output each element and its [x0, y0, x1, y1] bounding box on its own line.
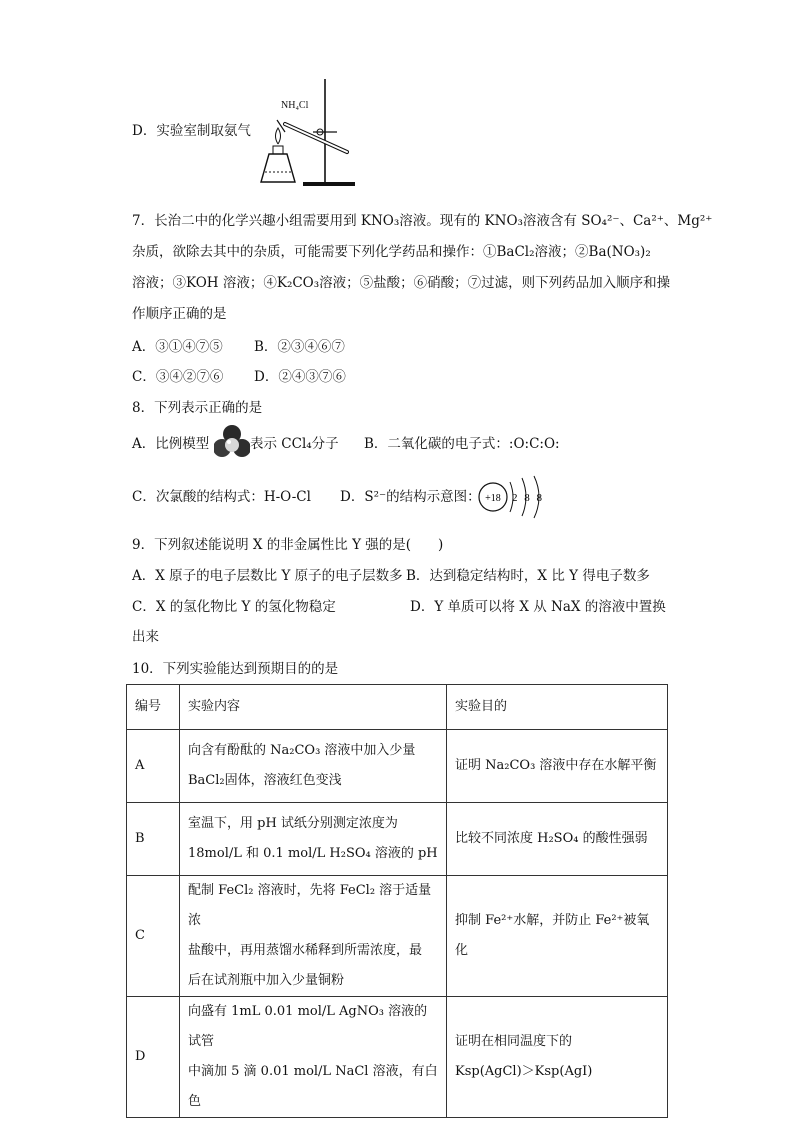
q8-option-b: B．二氧化碳的电子式：:O:C:O:: [364, 436, 560, 452]
table-header-row: [127, 685, 668, 730]
row-content: [180, 803, 447, 876]
row-content: [180, 730, 447, 803]
row-content-line: 室温下，用 pH 试纸分别测定浓度为: [188, 816, 398, 831]
ccl4-space-filling-model: [214, 424, 250, 460]
electron-shells: 2 8 8: [512, 492, 544, 504]
row-content-line: 18mol/L 和 0.1 mol/L H₂SO₄ 溶液的 pH: [188, 846, 438, 861]
q7-line1: 7．长治二中的化学兴趣小组需要用到 KNO₃溶液。现有的 KNO₃溶液含有 SO₄²⁻、Ca²⁺、Mg²⁺: [132, 213, 713, 229]
q7-line3: 溶液；③KOH 溶液；④K₂CO₃溶液；⑤盐酸；⑥硝酸；⑦过滤，则下列药品加入顺序和操: [132, 275, 671, 291]
ammonia-apparatus-figure: [255, 74, 355, 192]
row-content: [180, 997, 447, 1118]
q9-option-d-continued: 出来: [132, 629, 159, 645]
row-content-line: 配制 FeCl₂ 溶液时，先将 FeCl₂ 溶于适量浓: [188, 883, 432, 928]
table-row: [127, 997, 668, 1118]
row-purpose-line: 证明在相同温度下的: [455, 1034, 573, 1049]
q8-option-a-prefix: A．比例模型: [132, 436, 210, 452]
row-purpose-line: 证明 Na₂CO₃ 溶液中存在水解平衡: [455, 758, 657, 773]
row-content-line: 向盛有 1mL 0.01 mol/L AgNO₃ 溶液的试管: [188, 1004, 428, 1049]
q8-option-d: D．S²⁻的结构示意图：: [340, 489, 481, 505]
row-content: [180, 876, 447, 997]
q8-option-c: C．次氯酸的结构式：H-O-Cl: [132, 489, 311, 505]
q7-option-b: B．②③④⑥⑦: [254, 339, 345, 355]
q7-line2: 杂质，欲除去其中的杂质，可能需要下列化学药品和操作：①BaCl₂溶液；②Ba(NO₃)₂: [132, 244, 651, 260]
q9-stem: 9．下列叙述能说明 X 的非金属性比 Y 强的是( ): [132, 537, 444, 553]
row-content-line: 向含有酚酞的 Na₂CO₃ 溶液中加入少量: [188, 743, 416, 758]
apparatus-label: NH₄Cl: [281, 100, 309, 111]
row-purpose: [447, 876, 668, 997]
row-id: B: [127, 803, 180, 876]
q9-option-b: B．达到稳定结构时，X 比 Y 得电子数多: [406, 568, 650, 584]
q9-option-d: D．Y 单质可以将 X 从 NaX 的溶液中置换: [410, 599, 666, 615]
q7-option-a: A．③①④⑦⑤: [132, 339, 223, 355]
nucleus-charge: +18: [485, 493, 501, 504]
q8-stem: 8．下列表示正确的是: [132, 400, 263, 416]
row-id: C: [127, 876, 180, 997]
row-purpose: [447, 997, 668, 1118]
q7-line4: 作顺序正确的是: [132, 306, 227, 322]
row-content-line: BaCl₂固体，溶液红色变浅: [188, 773, 342, 788]
header-purpose: 实验目的: [447, 685, 668, 730]
q7-option-d: D．②④③⑦⑥: [254, 369, 346, 385]
row-id: A: [127, 730, 180, 803]
q9-option-a: A．X 原子的电子层数比 Y 原子的电子层数多: [132, 568, 403, 584]
header-id: 编号: [127, 685, 180, 730]
table-row: [127, 803, 668, 876]
header-content: 实验内容: [180, 685, 447, 730]
row-purpose-line: 抑制 Fe²⁺水解，并防止 Fe²⁺被氧化: [455, 913, 650, 958]
q6-option-d: D．实验室制取氨气: [132, 123, 251, 139]
row-content-line: 盐酸中，再用蒸馏水稀释到所需浓度，最: [188, 943, 423, 958]
row-purpose: [447, 803, 668, 876]
q10-stem: 10．下列实验能达到预期目的的是: [132, 661, 339, 677]
q8-option-a-suffix: 表示 CCl₄分子: [250, 436, 339, 452]
table-row: [127, 876, 668, 997]
row-purpose-line: 比较不同浓度 H₂SO₄ 的酸性强弱: [455, 831, 648, 846]
row-content-line: 后在试剂瓶中加入少量铜粉: [188, 973, 345, 988]
q7-option-c: C．③④②⑦⑥: [132, 369, 224, 385]
experiment-table: [126, 684, 668, 1118]
q9-option-c: C．X 的氢化物比 Y 的氢化物稳定: [132, 599, 336, 615]
row-purpose-line: Ksp(AgCl)＞Ksp(AgI): [455, 1064, 593, 1079]
s2-ion-structure-diagram: [476, 474, 556, 520]
table-row: [127, 730, 668, 803]
row-content-line: 中滴加 5 滴 0.01 mol/L NaCl 溶液，有白色: [188, 1064, 438, 1109]
row-purpose: [447, 730, 668, 803]
row-id: D: [127, 997, 180, 1118]
